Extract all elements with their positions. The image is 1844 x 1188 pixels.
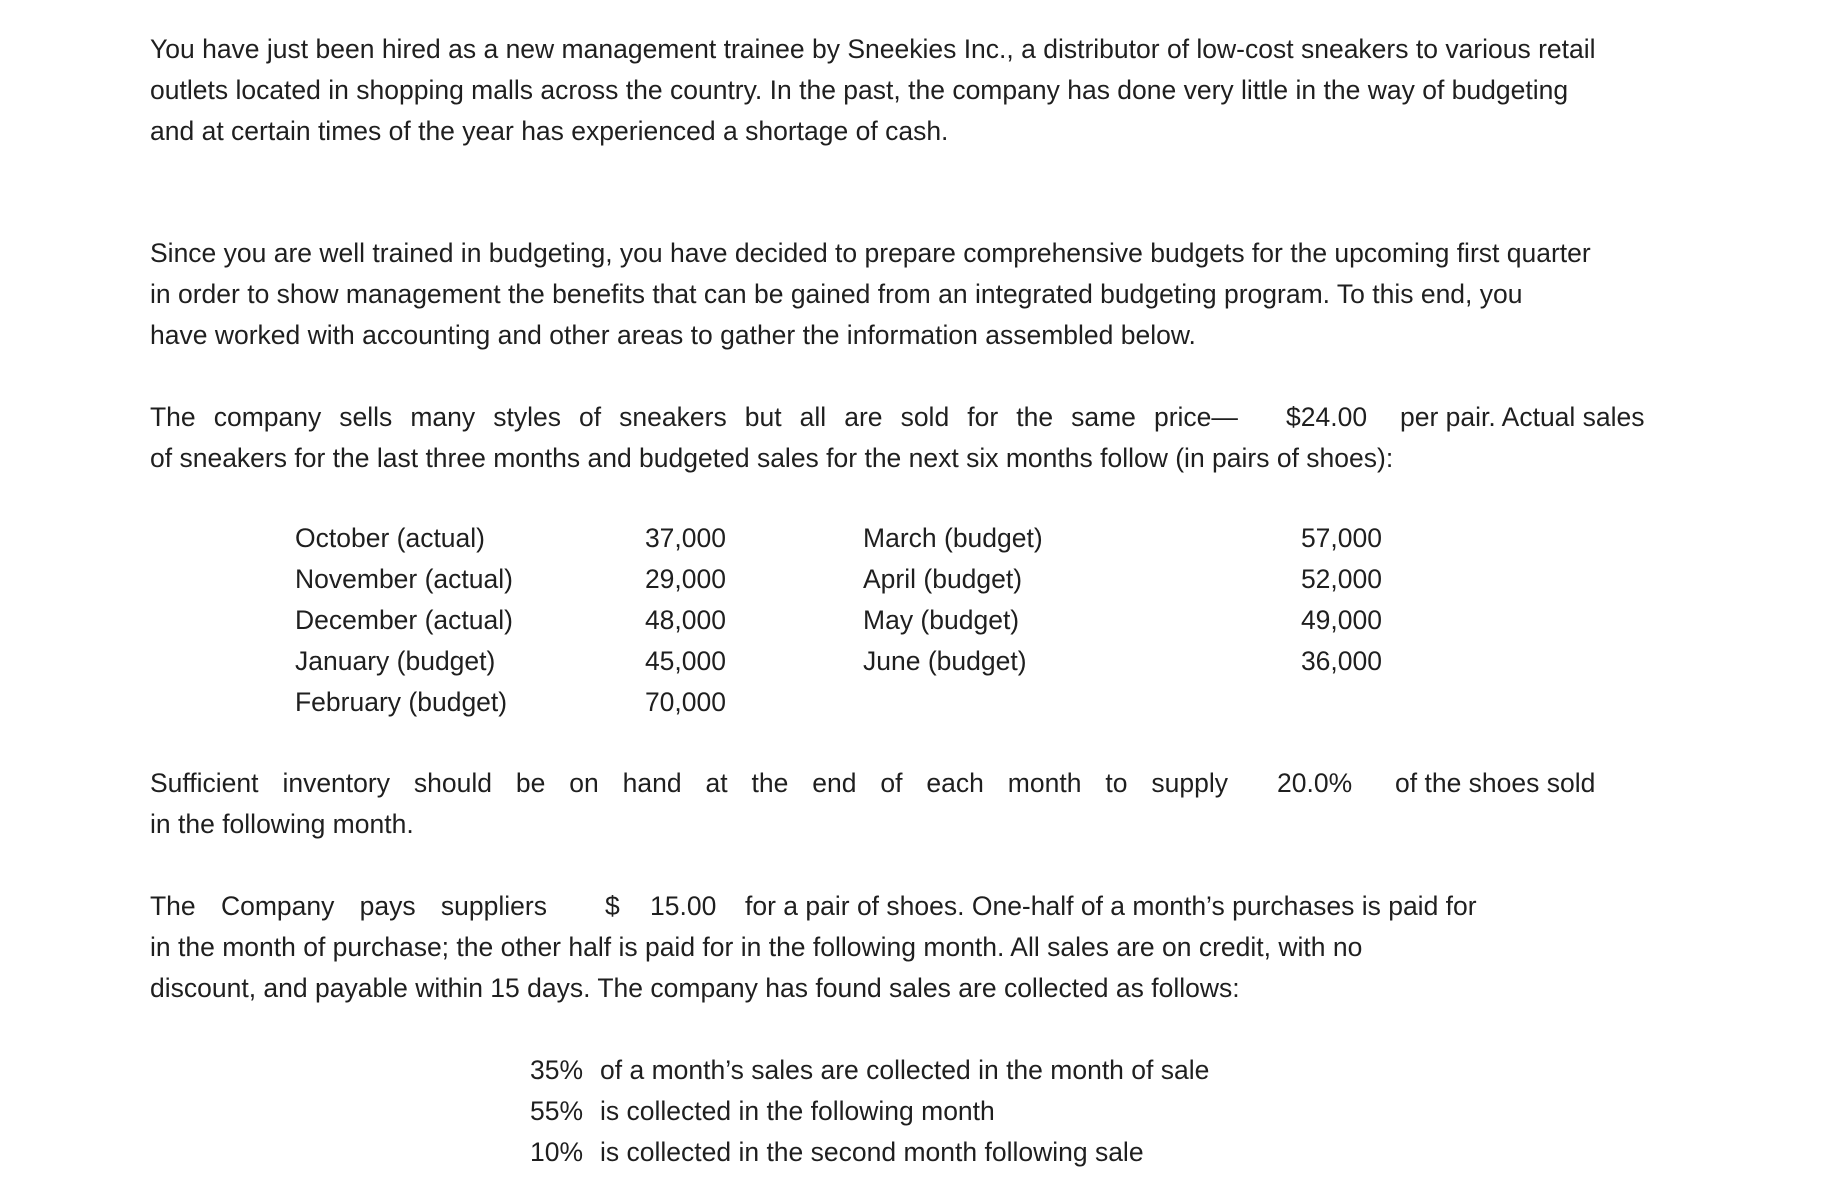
pairs-value: 49,000 bbox=[1300, 605, 1382, 635]
month-label: December (actual) bbox=[295, 605, 513, 635]
intro-line-3: and at certain times of the year has experienced a shortage of cash. bbox=[150, 116, 949, 146]
month-label: October (actual) bbox=[295, 523, 485, 553]
word: Sufficient bbox=[150, 768, 259, 798]
word: are bbox=[844, 402, 883, 432]
budgeting-line-2: in order to show management the benefits that can be gained from an integrated budgeting program. To this end, you bbox=[150, 279, 1523, 309]
inventory-line-2: in the following month. bbox=[150, 809, 414, 839]
word: each bbox=[926, 768, 984, 798]
inventory-percent: 20.0% bbox=[1277, 768, 1353, 798]
suppliers-tail: for a pair of shoes. One-half of a month’s purchases is paid for bbox=[745, 891, 1477, 921]
month-label: April (budget) bbox=[863, 564, 1023, 594]
budgeting-line-1: Since you are well trained in budgeting, you have decided to prepare comprehensive budgets for the upcoming first quarter bbox=[150, 238, 1591, 268]
suppliers-line-3: discount, and payable within 15 days. The company has found sales are collected as follows: bbox=[150, 973, 1240, 1003]
word: to bbox=[1105, 768, 1128, 798]
word: Company bbox=[220, 891, 335, 921]
pairs-value: 29,000 bbox=[644, 564, 726, 594]
word: should bbox=[413, 768, 492, 798]
inventory-line-1-words bbox=[150, 763, 1228, 804]
pairs-value: 70,000 bbox=[644, 687, 726, 717]
price-line-1-words bbox=[150, 397, 1238, 438]
intro-line-1: You have just been hired as a new management trainee by Sneekies Inc., a distributor of low-cost sneakers to various retail bbox=[150, 34, 1596, 64]
month-label: January (budget) bbox=[295, 646, 496, 676]
inventory-tail: of the shoes sold bbox=[1395, 768, 1596, 798]
word: on bbox=[569, 768, 599, 798]
word: supply bbox=[1151, 768, 1228, 798]
budgeting-line-3: have worked with accounting and other areas to gather the information assembled below. bbox=[150, 320, 1196, 350]
word: at bbox=[705, 768, 728, 798]
word: for bbox=[967, 402, 999, 432]
word: sold bbox=[900, 402, 950, 432]
pairs-value: 37,000 bbox=[644, 523, 726, 553]
word: be bbox=[515, 768, 546, 798]
intro-line-2: outlets located in shopping malls across the country. In the past, the company has done very little in the way of budgeting bbox=[150, 75, 1569, 105]
word: styles bbox=[493, 402, 561, 432]
pairs-value: 52,000 bbox=[1300, 564, 1382, 594]
word: inventory bbox=[282, 768, 390, 798]
word: but bbox=[744, 402, 782, 432]
word: many bbox=[410, 402, 476, 432]
price-value: $24.00 bbox=[1286, 402, 1368, 432]
word: the bbox=[751, 768, 789, 798]
price-tail: per pair. Actual sales bbox=[1400, 402, 1645, 432]
word: pays bbox=[359, 891, 416, 921]
supplier-dollar-sign: $ bbox=[605, 891, 620, 921]
suppliers-line-2: in the month of purchase; the other half is paid for in the following month. All sales are on credit, with no bbox=[150, 932, 1363, 962]
word: hand bbox=[622, 768, 682, 798]
collection-percent: 10% bbox=[530, 1137, 584, 1167]
month-label: June (budget) bbox=[863, 646, 1027, 676]
pairs-value: 57,000 bbox=[1300, 523, 1382, 553]
supplier-price: 15.00 bbox=[650, 891, 717, 921]
word: company bbox=[213, 402, 322, 432]
pairs-value: 48,000 bbox=[644, 605, 726, 635]
word: sells bbox=[339, 402, 393, 432]
word: month bbox=[1007, 768, 1082, 798]
word: the bbox=[1016, 402, 1054, 432]
word: of bbox=[880, 768, 903, 798]
word: sneakers bbox=[619, 402, 727, 432]
word: end bbox=[812, 768, 857, 798]
price-line-2: of sneakers for the last three months and budgeted sales for the next six months follow (in pairs of shoes): bbox=[150, 443, 1394, 473]
word: price— bbox=[1153, 402, 1238, 432]
collection-description: is collected in the second month following sale bbox=[600, 1137, 1144, 1167]
collection-description: of a month’s sales are collected in the month of sale bbox=[600, 1055, 1210, 1085]
collection-percent: 55% bbox=[530, 1096, 584, 1126]
pairs-value: 36,000 bbox=[1300, 646, 1382, 676]
collection-percent: 35% bbox=[530, 1055, 584, 1085]
word: of bbox=[579, 402, 602, 432]
pairs-value: 45,000 bbox=[644, 646, 726, 676]
word: The bbox=[150, 402, 196, 432]
word: suppliers bbox=[440, 891, 547, 921]
word: all bbox=[799, 402, 827, 432]
month-label: February (budget) bbox=[295, 687, 508, 717]
collection-description: is collected in the following month bbox=[600, 1096, 995, 1126]
word: same bbox=[1071, 402, 1136, 432]
month-label: November (actual) bbox=[295, 564, 513, 594]
month-label: May (budget) bbox=[863, 605, 1020, 635]
suppliers-line-1-words bbox=[150, 886, 547, 927]
month-label: March (budget) bbox=[863, 523, 1043, 553]
word: The bbox=[150, 891, 196, 921]
